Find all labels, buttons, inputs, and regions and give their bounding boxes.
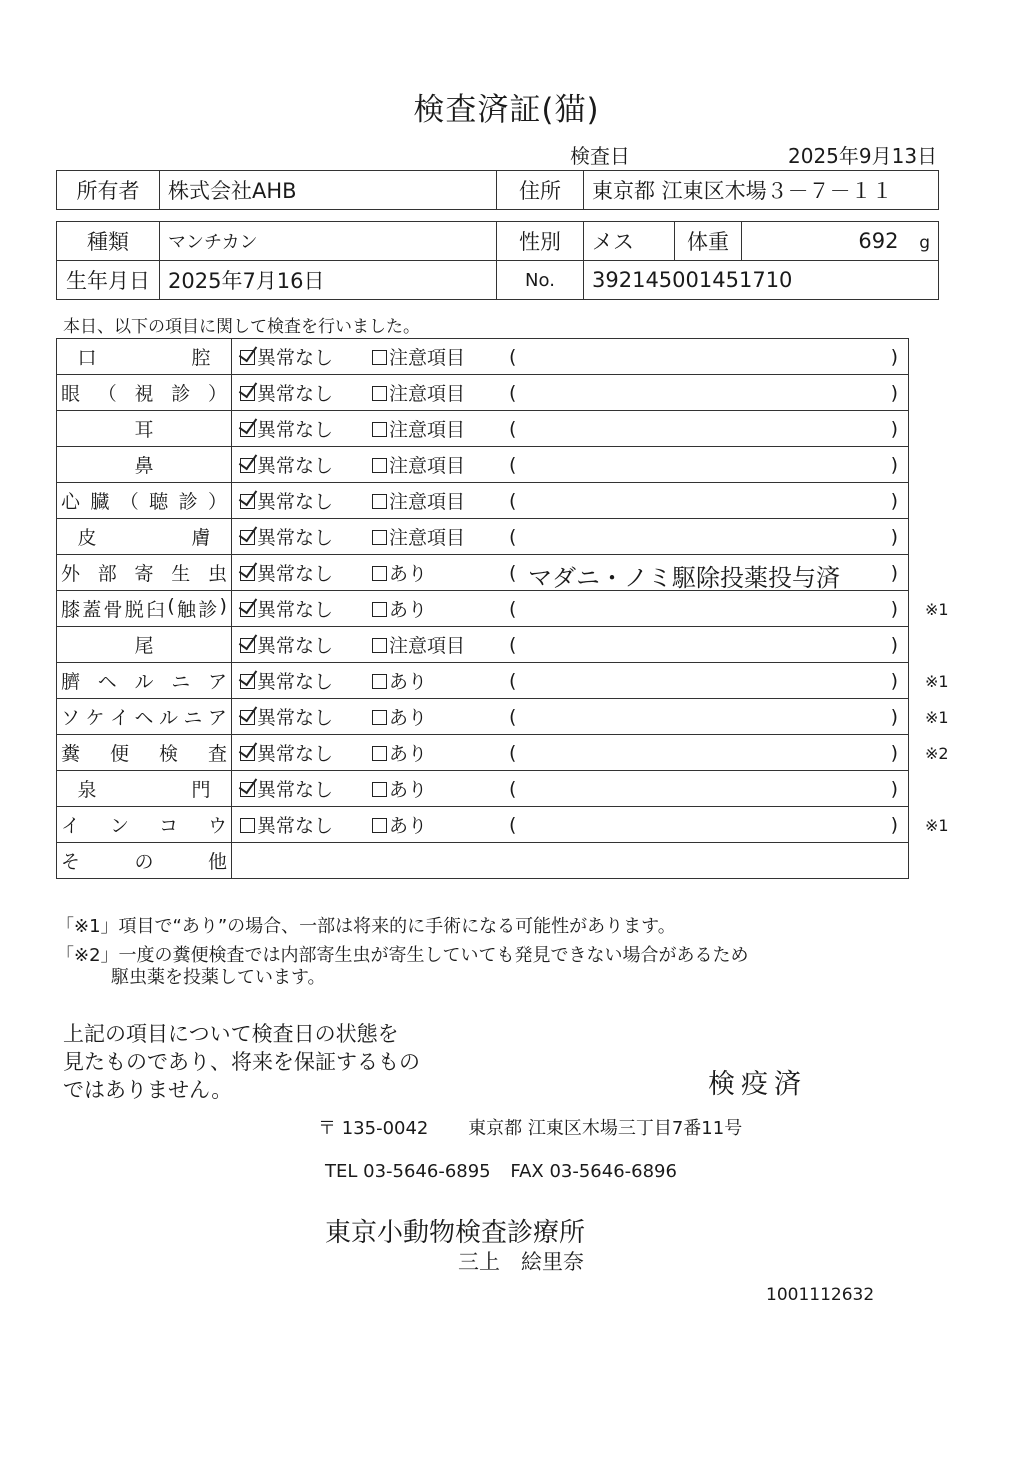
- check-item-label: 眼 （ 視 診 ）: [61, 383, 227, 405]
- check-item-label: 皮 膚: [77, 527, 211, 549]
- check-note: マダニ・ノミ駆除投薬投与済: [528, 564, 840, 592]
- normal-label: 異常なし: [257, 419, 334, 441]
- other-checkbox[interactable]: [372, 530, 387, 545]
- check-item-result: [232, 663, 949, 699]
- paren-close: ): [890, 526, 898, 548]
- check-item-name: [57, 771, 232, 807]
- check-row: [57, 411, 909, 447]
- normal-option[interactable]: [232, 451, 372, 478]
- other-label: あり: [389, 743, 428, 765]
- number-value: 392145001451710: [584, 261, 939, 300]
- weight-value: 692: [858, 229, 899, 253]
- paren-open: (: [509, 598, 517, 620]
- sex-value: メス: [584, 222, 675, 261]
- checks-table: [56, 338, 949, 879]
- check-item-result: [232, 555, 909, 591]
- normal-checkbox[interactable]: [240, 458, 255, 473]
- normal-label: 異常なし: [257, 599, 334, 621]
- other-label: 注意項目: [389, 455, 466, 477]
- footnote-1: 「※1」項目で“あり”の場合、一部は将来的に手術になる可能性があります。: [56, 916, 676, 937]
- paren-open: (: [509, 382, 517, 404]
- check-mark-icon: [239, 450, 258, 470]
- other-checkbox[interactable]: [372, 350, 387, 365]
- normal-option[interactable]: [232, 631, 372, 658]
- paren-open: (: [509, 742, 517, 764]
- paren-open: (: [509, 418, 517, 440]
- check-row: [57, 483, 909, 519]
- normal-label: 異常なし: [257, 383, 334, 405]
- normal-label: 異常なし: [257, 527, 334, 549]
- check-item-label: 耳: [134, 419, 154, 441]
- other-checkbox[interactable]: [372, 638, 387, 653]
- normal-option[interactable]: [232, 595, 372, 622]
- other-checkbox[interactable]: [372, 566, 387, 581]
- other-option[interactable]: [372, 379, 502, 406]
- check-item-name: [57, 627, 232, 663]
- normal-option[interactable]: [232, 703, 372, 730]
- reference-mark: ※2: [925, 744, 949, 763]
- check-item-result: [232, 591, 949, 627]
- other-option[interactable]: [372, 487, 502, 514]
- normal-label: 異常なし: [257, 743, 334, 765]
- other-checkbox[interactable]: [372, 458, 387, 473]
- normal-option[interactable]: [232, 667, 372, 694]
- normal-label: 異常なし: [257, 671, 334, 693]
- weight-unit: g: [919, 233, 930, 253]
- paren-open: (: [509, 454, 517, 476]
- check-item-name: [57, 519, 232, 555]
- check-mark-icon: [239, 594, 258, 614]
- address-label: 住所: [497, 171, 584, 210]
- check-item-label: 鼻: [134, 455, 154, 477]
- normal-checkbox[interactable]: [240, 422, 255, 437]
- paren-close: ): [890, 634, 898, 656]
- paren-open: (: [509, 490, 517, 512]
- paren-close: ): [890, 706, 898, 728]
- other-label: 注意項目: [389, 491, 466, 513]
- clinic-address-line: [318, 1114, 742, 1140]
- number-label: No.: [497, 261, 584, 300]
- normal-label: 異常なし: [257, 491, 334, 513]
- check-item-name: [57, 411, 232, 447]
- check-item-name: [57, 591, 232, 627]
- check-item-result: [232, 339, 909, 375]
- other-option[interactable]: [372, 451, 502, 478]
- other-label: あり: [389, 671, 428, 693]
- check-row: [57, 555, 909, 591]
- normal-checkbox[interactable]: [240, 638, 255, 653]
- normal-checkbox[interactable]: [240, 818, 255, 833]
- check-row: [57, 771, 909, 807]
- check-item-label: 臍 ヘ ル ニ ア: [61, 671, 227, 693]
- check-item-name: [57, 555, 232, 591]
- paren-open: (: [509, 526, 517, 548]
- normal-label: 異常なし: [257, 563, 334, 585]
- declaration-line: ではありません。: [63, 1078, 233, 1102]
- declaration: [63, 1020, 420, 1104]
- other-checkbox[interactable]: [372, 746, 387, 761]
- footnote-2: 「※2」一度の糞便検査では内部寄生虫が寄生していても発見できない場合があるため: [56, 945, 749, 966]
- other-label: 注意項目: [389, 419, 466, 441]
- check-item-label: 泉 門: [77, 779, 211, 801]
- paren-close: ): [890, 346, 898, 368]
- check-item-result: [232, 699, 949, 735]
- paren-close: ): [890, 562, 898, 584]
- inspection-date-label: 検査日: [570, 144, 630, 168]
- normal-option[interactable]: [232, 415, 372, 442]
- other-label: あり: [389, 707, 428, 729]
- declaration-line: 見たものであり、将来を保証するもの: [63, 1050, 420, 1074]
- check-item-result: [232, 411, 909, 447]
- address-value: 東京都 江東区木場３－７－１１: [584, 171, 939, 210]
- owner-value: 株式会社AHB: [160, 171, 497, 210]
- normal-label: 異常なし: [257, 779, 334, 801]
- paren-close: ): [890, 454, 898, 476]
- check-mark-icon: [239, 702, 258, 722]
- normal-option[interactable]: [232, 811, 372, 838]
- check-item-name: [57, 447, 232, 483]
- other-label: あり: [389, 563, 428, 585]
- other-option[interactable]: [372, 595, 502, 622]
- reference-mark: ※1: [925, 600, 949, 619]
- normal-label: 異常なし: [257, 347, 334, 369]
- other-checkbox[interactable]: [372, 782, 387, 797]
- normal-option[interactable]: [232, 379, 372, 406]
- paren-open: (: [509, 670, 517, 692]
- normal-checkbox[interactable]: [240, 494, 255, 509]
- normal-checkbox[interactable]: [240, 566, 255, 581]
- check-row: [57, 591, 909, 627]
- declaration-line: 上記の項目について検査日の状態を: [63, 1022, 399, 1046]
- other-label: 注意項目: [389, 527, 466, 549]
- owner-table: [56, 170, 939, 210]
- normal-checkbox[interactable]: [240, 782, 255, 797]
- vet-name: 三上 絵里奈: [458, 1250, 584, 1274]
- other-label: 注意項目: [389, 635, 466, 657]
- weight-cell: [742, 222, 939, 261]
- check-mark-icon: [239, 522, 258, 542]
- check-item-result: [232, 483, 909, 519]
- normal-checkbox[interactable]: [240, 674, 255, 689]
- paren-close: ): [890, 814, 898, 836]
- paren-open: (: [509, 706, 517, 728]
- normal-label: 異常なし: [257, 635, 334, 657]
- other-checkbox[interactable]: [372, 494, 387, 509]
- normal-checkbox[interactable]: [240, 386, 255, 401]
- normal-option[interactable]: [232, 775, 372, 802]
- other-checkbox[interactable]: [372, 710, 387, 725]
- check-row: [57, 339, 909, 375]
- check-item-result: [232, 519, 909, 555]
- normal-label: 異常なし: [257, 707, 334, 729]
- reference-mark: ※1: [925, 816, 949, 835]
- animal-table: [56, 221, 939, 300]
- check-mark-icon: [239, 342, 258, 362]
- check-item-name: [57, 699, 232, 735]
- contact-line: [325, 1161, 677, 1182]
- check-item-name: [57, 483, 232, 519]
- check-item-label: 口 腔: [77, 347, 211, 369]
- normal-option[interactable]: [232, 739, 372, 766]
- breed-label: 種類: [57, 222, 160, 261]
- other-option[interactable]: [372, 775, 502, 802]
- normal-option[interactable]: [232, 523, 372, 550]
- tel-number: TEL 03-5646-6895: [325, 1161, 491, 1182]
- other-checkbox[interactable]: [372, 818, 387, 833]
- other-checkbox[interactable]: [372, 674, 387, 689]
- check-row: [57, 519, 909, 555]
- check-item-name: [57, 339, 232, 375]
- owner-label: 所有者: [57, 171, 160, 210]
- normal-label: 異常なし: [257, 455, 334, 477]
- check-item-result: [232, 807, 949, 843]
- paren-open: (: [509, 562, 517, 584]
- check-item-name: [57, 807, 232, 843]
- check-item-result: [232, 735, 949, 771]
- paren-open: (: [509, 346, 517, 368]
- other-row-value: [232, 843, 909, 879]
- check-item-name: [57, 375, 232, 411]
- other-checkbox[interactable]: [372, 422, 387, 437]
- check-item-label: 外 部 寄 生 虫: [61, 563, 227, 585]
- quarantine-stamp: 検疫済: [708, 1069, 807, 1100]
- check-item-name: [57, 735, 232, 771]
- normal-option[interactable]: [232, 343, 372, 370]
- check-row: [57, 627, 909, 663]
- paren-close: ): [890, 382, 898, 404]
- paren-close: ): [890, 418, 898, 440]
- check-mark-icon: [239, 378, 258, 398]
- other-checkbox[interactable]: [372, 602, 387, 617]
- clinic-name: 東京小動物検査診療所: [325, 1218, 586, 1248]
- check-row: [57, 699, 909, 735]
- other-option[interactable]: [372, 415, 502, 442]
- other-option[interactable]: [372, 559, 502, 586]
- normal-label: 異常なし: [257, 815, 334, 837]
- other-option[interactable]: [372, 739, 502, 766]
- other-label: あり: [389, 779, 428, 801]
- normal-checkbox[interactable]: [240, 710, 255, 725]
- other-option[interactable]: [372, 667, 502, 694]
- other-option[interactable]: [372, 811, 502, 838]
- normal-checkbox[interactable]: [240, 350, 255, 365]
- paren-open: (: [509, 634, 517, 656]
- other-label: 注意項目: [389, 347, 466, 369]
- normal-checkbox[interactable]: [240, 602, 255, 617]
- clinic-address: 東京都 江東区木場三丁目7番11号: [468, 1118, 743, 1139]
- check-item-name: [57, 663, 232, 699]
- other-label: あり: [389, 815, 428, 837]
- paren-close: ): [890, 598, 898, 620]
- reference-mark: ※1: [925, 672, 949, 691]
- check-row: [57, 807, 909, 843]
- check-mark-icon: [239, 486, 258, 506]
- check-item-label: 糞 便 検 査: [61, 743, 227, 765]
- other-option[interactable]: [372, 523, 502, 550]
- serial-number: 1001112632: [766, 1285, 875, 1305]
- paren-close: ): [890, 490, 898, 512]
- other-label: 注意項目: [389, 383, 466, 405]
- check-row: [57, 735, 909, 771]
- paren-close: ): [890, 778, 898, 800]
- document-title: 検査済証(猫): [413, 92, 600, 128]
- check-mark-icon: [239, 558, 258, 578]
- birth-value: 2025年7月16日: [160, 261, 497, 300]
- reference-mark: ※1: [925, 708, 949, 727]
- check-item-label: 膝 蓋 骨 脱 臼 ( 触 診 ): [61, 595, 227, 621]
- postal-code: 〒 135-0042: [318, 1118, 429, 1139]
- other-checkbox[interactable]: [372, 386, 387, 401]
- check-item-result: [232, 375, 909, 411]
- other-row-label: そ の 他: [57, 843, 232, 879]
- paren-close: ): [890, 742, 898, 764]
- normal-option[interactable]: [232, 559, 372, 586]
- check-mark-icon: [239, 738, 258, 758]
- fax-number: FAX 03-5646-6896: [510, 1161, 677, 1182]
- footnote-2-cont: 駆虫薬を投薬しています。: [111, 967, 326, 988]
- normal-checkbox[interactable]: [240, 746, 255, 761]
- paren-open: (: [509, 778, 517, 800]
- intro-text: 本日、以下の項目に関して検査を行いました。: [63, 317, 420, 337]
- check-mark-icon: [239, 774, 258, 794]
- check-item-label: 心 臓 （ 聴 診 ）: [61, 491, 227, 513]
- check-item-label: 尾: [134, 635, 154, 657]
- sex-label: 性別: [497, 222, 584, 261]
- weight-label: 体重: [675, 222, 742, 261]
- paren-open: (: [509, 814, 517, 836]
- check-item-result: [232, 627, 909, 663]
- check-row: [57, 447, 909, 483]
- check-row: [57, 375, 909, 411]
- birth-label: 生年月日: [57, 261, 160, 300]
- check-item-label: ソ ケ イ ヘ ル ニ ア: [61, 707, 227, 729]
- other-option[interactable]: [372, 703, 502, 730]
- check-row: [57, 663, 909, 699]
- other-option[interactable]: [372, 631, 502, 658]
- check-item-label: イ ン コ ウ: [61, 815, 227, 837]
- normal-checkbox[interactable]: [240, 530, 255, 545]
- check-mark-icon: [239, 630, 258, 650]
- paren-close: ): [890, 670, 898, 692]
- check-item-result: [232, 447, 909, 483]
- check-mark-icon: [239, 414, 258, 434]
- breed-value: マンチカン: [160, 222, 497, 261]
- check-item-result: [232, 771, 909, 807]
- other-label: あり: [389, 599, 428, 621]
- inspection-date: 2025年9月13日: [788, 144, 938, 168]
- normal-option[interactable]: [232, 487, 372, 514]
- other-option[interactable]: [372, 343, 502, 370]
- check-mark-icon: [239, 666, 258, 686]
